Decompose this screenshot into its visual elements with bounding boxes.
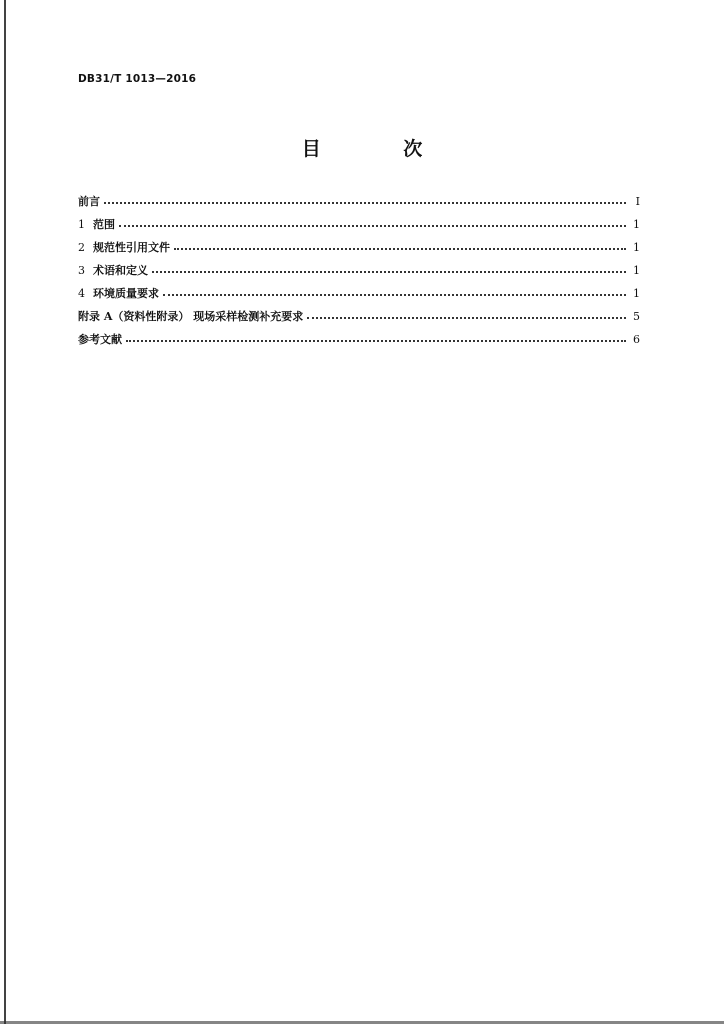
toc-entry-label: 范围 [93, 218, 115, 231]
toc-entry-page: 1 [633, 287, 640, 300]
toc-entry-normative-references[interactable] [78, 239, 640, 262]
dot-leader [307, 317, 626, 319]
toc-entry-page: 5 [633, 310, 640, 323]
toc-entry-label: 前言 [78, 195, 100, 208]
dot-leader [152, 271, 626, 273]
dot-leader [104, 202, 626, 204]
toc-entry-foreword[interactable] [78, 193, 640, 216]
toc-entry-label: 参考文献 [78, 333, 122, 346]
dot-leader [163, 294, 626, 296]
toc-entry-page: 1 [633, 218, 640, 231]
toc-entry-label: 附录 A（资料性附录） 现场采样检测补充要求 [78, 310, 304, 323]
toc-entry-number: 1 [78, 218, 85, 231]
toc-entry-bibliography[interactable] [78, 331, 640, 354]
toc-entry-label: 环境质量要求 [93, 287, 159, 300]
dot-leader [126, 340, 626, 342]
toc-entry-number: 4 [78, 287, 85, 300]
toc-entry-page: 6 [633, 333, 640, 346]
toc-entry-number: 3 [78, 264, 85, 277]
toc-entry-environmental-quality[interactable] [78, 285, 640, 308]
toc-entry-page: I [635, 195, 640, 208]
document-code: DB31/T 1013—2016 [78, 73, 197, 85]
toc-entry-number: 2 [78, 241, 85, 254]
toc-entry-terms-definitions[interactable] [78, 262, 640, 285]
toc-entry-label: 规范性引用文件 [93, 241, 170, 254]
toc-entry-page: 1 [633, 264, 640, 277]
toc-entry-appendix-a[interactable] [78, 308, 640, 331]
toc-entry-page: 1 [633, 241, 640, 254]
table-of-contents [78, 193, 640, 354]
dot-leader [119, 225, 626, 227]
dot-leader [174, 248, 626, 250]
toc-entry-label: 术语和定义 [93, 264, 148, 277]
toc-entry-scope[interactable] [78, 216, 640, 239]
page-title: 目 次 [301, 138, 461, 160]
